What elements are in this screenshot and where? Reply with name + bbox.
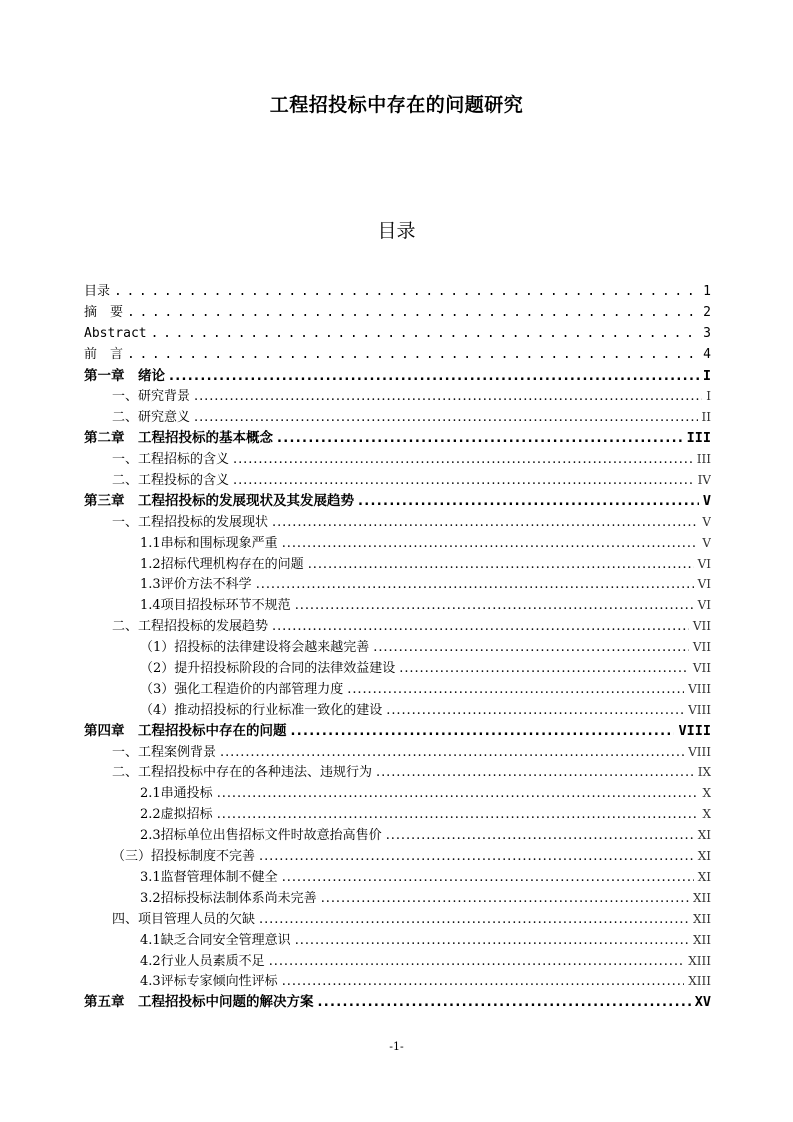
toc-entry-page: XII <box>692 911 711 926</box>
toc-entry-page: 4 <box>703 346 711 362</box>
toc-dot-leader <box>233 471 694 491</box>
toc-dot-leader <box>259 910 689 930</box>
toc-entry-label: 第三章 工程招投标的发展现状及其发展趋势 <box>84 492 354 509</box>
toc-entry-label: 1.2招标代理机构存在的问题 <box>140 556 304 572</box>
toc-entry-label: 二、工程招投标的发展趋势 <box>112 619 269 635</box>
toc-entry[interactable] <box>84 616 711 637</box>
toc-entry[interactable] <box>84 846 711 867</box>
toc-entry-label: 1.3评价方法不科学 <box>140 577 252 593</box>
toc-entry-label: （4）推动招投标的行业标准一致化的建设 <box>140 702 383 718</box>
toc-dot-leader <box>295 596 694 616</box>
toc-entry[interactable] <box>84 366 711 387</box>
toc-entry-label: 一、工程招标的含义 <box>112 452 230 468</box>
toc-entry-label: 3.2招标投标法制体系尚未完善 <box>140 890 317 906</box>
toc-dot-leader <box>127 345 699 366</box>
toc-entry-page: V <box>702 514 711 529</box>
toc-entry-label: 二、研究意义 <box>112 410 191 426</box>
toc-entry-page: III <box>686 430 711 447</box>
toc-entry-page: I <box>706 389 711 404</box>
toc-entry[interactable] <box>84 637 711 658</box>
toc-entry[interactable] <box>84 407 711 428</box>
toc-dot-leader <box>259 847 694 867</box>
toc-entry[interactable] <box>84 867 711 888</box>
toc-dot-leader <box>220 743 684 763</box>
toc-entry-page: I <box>702 367 711 384</box>
toc-entry-label: 2.2虚拟招标 <box>140 807 213 823</box>
toc-entry[interactable] <box>84 303 711 324</box>
toc-entry-page: VI <box>697 577 711 592</box>
toc-dot-leader <box>217 784 699 804</box>
document-title: 工程招投标中存在的问题研究 <box>269 94 524 116</box>
toc-dot-leader <box>282 868 694 888</box>
toc-dot-leader <box>272 513 698 533</box>
toc-entry-page: XIII <box>688 953 711 968</box>
toc-dot-leader <box>151 324 700 345</box>
page-number: -1- <box>389 1040 404 1053</box>
toc-dot-leader <box>318 992 691 1013</box>
toc-entry[interactable] <box>84 324 711 345</box>
toc-entry[interactable] <box>84 595 711 616</box>
toc-entry-page: VI <box>697 598 711 613</box>
toc-entry-page: X <box>702 786 711 801</box>
toc-entry-label: 前 言 <box>84 346 124 362</box>
toc-entry-label: 4.1缺乏合同安全管理意识 <box>140 932 291 948</box>
toc-entry-page: V <box>702 492 711 509</box>
toc-dot-leader <box>373 638 689 658</box>
toc-entry-label: 1.1串标和围标现象严重 <box>140 535 278 551</box>
toc-entry[interactable] <box>84 282 711 303</box>
toc-entry[interactable] <box>84 804 711 825</box>
toc-entry-label: 4.2行业人员素质不足 <box>140 953 265 969</box>
toc-entry-label: 二、工程招投标中存在的各种违法、违规行为 <box>112 765 373 781</box>
toc-entry[interactable] <box>84 449 711 470</box>
toc-entry-label: 第四章 工程招投标中存在的问题 <box>84 722 287 739</box>
toc-dot-leader <box>386 701 684 721</box>
toc-entry-page: 2 <box>703 304 711 320</box>
toc-dot-leader <box>127 303 699 324</box>
toc-entry-page: III <box>696 452 711 467</box>
toc-entry-page: VII <box>692 661 711 676</box>
toc-entry[interactable] <box>84 825 711 846</box>
toc-dot-leader <box>376 763 694 783</box>
toc-dot-leader <box>233 450 693 470</box>
toc-heading: 目录 <box>377 220 416 242</box>
toc-entry-label: 二、工程投标的含义 <box>112 473 230 489</box>
toc-dot-leader <box>272 617 689 637</box>
toc-entry-page: XV <box>694 994 711 1011</box>
toc-entry-page: VIII <box>688 744 711 759</box>
toc-entry-label: 一、研究背景 <box>112 389 191 405</box>
toc-entry[interactable] <box>84 574 711 595</box>
toc-entry-page: IX <box>697 765 711 780</box>
toc-dot-leader <box>256 575 694 595</box>
toc-entry-label: 2.1串通投标 <box>140 786 213 802</box>
toc-dot-leader <box>308 555 694 575</box>
toc-entry[interactable] <box>84 742 711 763</box>
toc-entry[interactable] <box>84 470 711 491</box>
toc-entry[interactable] <box>84 888 711 909</box>
table-of-contents <box>84 282 711 1013</box>
toc-entry-page: VIII <box>678 722 711 739</box>
toc-entry-label: （2）提升招投标阶段的合同的法律效益建设 <box>140 661 396 677</box>
toc-entry-page: 3 <box>703 325 711 341</box>
toc-entry-page: XII <box>692 932 711 947</box>
toc-entry[interactable] <box>84 909 711 930</box>
toc-entry[interactable] <box>84 658 711 679</box>
toc-entry-label: （1）招投标的法律建设将会越来越完善 <box>140 640 370 656</box>
toc-entry[interactable] <box>84 428 711 449</box>
toc-entry[interactable] <box>84 345 711 366</box>
toc-entry[interactable] <box>84 554 711 575</box>
toc-entry-page: XI <box>697 849 711 864</box>
toc-entry[interactable] <box>84 971 711 992</box>
toc-entry-label: 第二章 工程招投标的基本概念 <box>84 430 273 447</box>
toc-entry-page: XIII <box>688 974 711 989</box>
toc-entry[interactable] <box>84 930 711 951</box>
toc-entry-page: VI <box>697 556 711 571</box>
toc-entry[interactable] <box>84 386 711 407</box>
toc-dot-leader <box>194 408 698 428</box>
toc-entry-label: 一、工程招投标的发展现状 <box>112 514 269 530</box>
toc-entry-label: （三）招投标制度不完善 <box>112 849 256 865</box>
toc-dot-leader <box>194 387 702 407</box>
toc-entry-label: 四、项目管理人员的欠缺 <box>112 911 256 927</box>
toc-dot-leader <box>269 952 685 972</box>
toc-entry[interactable] <box>84 533 711 554</box>
toc-dot-leader <box>321 889 689 909</box>
toc-dot-leader <box>277 428 683 449</box>
toc-entry-page: X <box>702 807 711 822</box>
toc-entry[interactable] <box>84 762 711 783</box>
toc-entry[interactable] <box>84 992 711 1013</box>
toc-entry-label: 第五章 工程招投标中问题的解决方案 <box>84 994 314 1011</box>
toc-entry-label: 1.4项目招投标环节不规范 <box>140 598 291 614</box>
toc-entry[interactable] <box>84 512 711 533</box>
toc-dot-leader <box>386 826 694 846</box>
toc-entry-page: VII <box>692 640 711 655</box>
toc-dot-leader <box>169 366 699 387</box>
toc-dot-leader <box>282 534 699 554</box>
toc-entry-page: VIII <box>688 681 711 696</box>
toc-dot-leader <box>358 491 699 512</box>
toc-dot-leader <box>114 282 699 303</box>
toc-dot-leader <box>217 805 699 825</box>
toc-dot-leader <box>295 931 689 951</box>
toc-entry-page: XI <box>697 828 711 843</box>
toc-entry-page: IV <box>697 473 711 488</box>
toc-entry-label: 第一章 绪论 <box>84 367 165 384</box>
toc-dot-leader <box>291 721 675 742</box>
toc-dot-leader <box>282 972 685 992</box>
toc-entry-page: XII <box>692 890 711 905</box>
toc-entry[interactable] <box>84 491 711 512</box>
toc-entry-label: （3）强化工程造价的内部管理力度 <box>140 681 344 697</box>
toc-entry-page: V <box>702 535 711 550</box>
toc-entry[interactable] <box>84 951 711 972</box>
toc-entry-label: Abstract <box>84 325 147 341</box>
toc-entry-page: XI <box>697 869 711 884</box>
toc-entry-label: 3.1监督管理体制不健全 <box>140 869 278 885</box>
toc-entry[interactable] <box>84 783 711 804</box>
toc-entry-label: 摘 要 <box>84 304 124 320</box>
toc-entry-page: 1 <box>703 284 711 299</box>
toc-entry-label: 4.3评标专家倾向性评标 <box>140 974 278 990</box>
toc-entry[interactable] <box>84 700 711 721</box>
toc-entry-label: 目录 <box>84 284 111 299</box>
toc-dot-leader <box>399 659 689 679</box>
toc-entry-label: 2.3招标单位出售招标文件时故意抬高售价 <box>140 828 382 844</box>
toc-entry-page: VIII <box>688 702 711 717</box>
toc-entry-page: VII <box>692 619 711 634</box>
toc-entry[interactable] <box>84 721 711 742</box>
toc-entry-page: II <box>701 410 711 425</box>
toc-entry[interactable] <box>84 679 711 700</box>
toc-entry-label: 一、工程案例背景 <box>112 744 217 760</box>
toc-dot-leader <box>347 680 684 700</box>
